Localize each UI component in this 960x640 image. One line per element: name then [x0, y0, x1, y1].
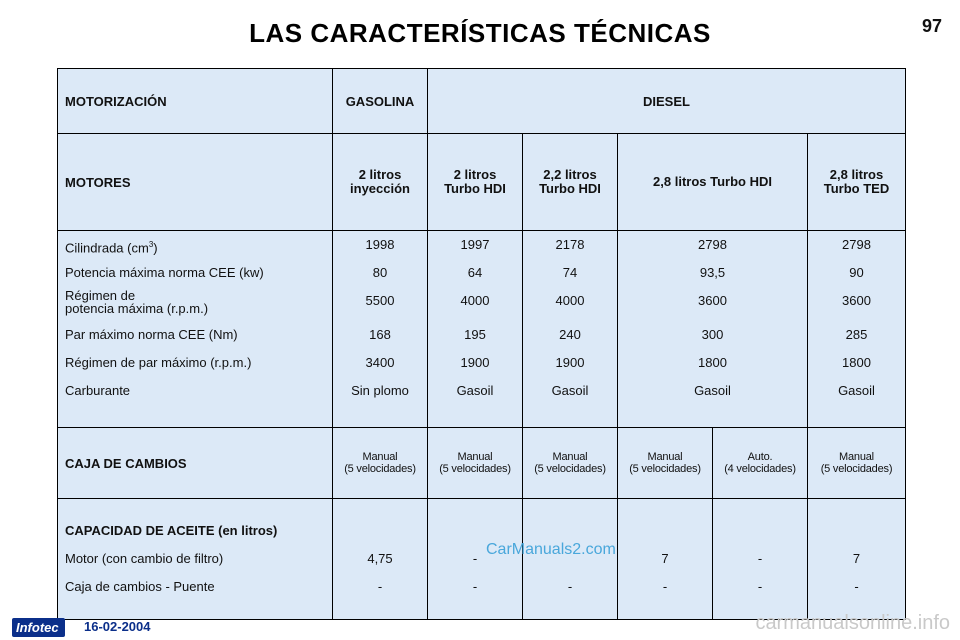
motores-row — [58, 134, 906, 231]
capacidad-aceite-row — [58, 499, 906, 620]
spec-col-1 — [428, 231, 523, 428]
gearbox-speeds: (5 velocidades) — [439, 463, 511, 475]
gearbox-cell — [713, 428, 808, 499]
par-value: 300 — [701, 327, 724, 342]
oil-caja-value: - — [757, 579, 763, 594]
regimen-par-value: 1900 — [555, 355, 585, 370]
spec-col-3 — [618, 231, 808, 428]
spec-labels-cell — [58, 231, 333, 428]
oil-col-3 — [618, 499, 713, 620]
oil-caja-value: - — [854, 579, 859, 594]
par-label: Par máximo norma CEE (Nm) — [65, 327, 238, 342]
oil-col-0 — [333, 499, 428, 620]
engine-line: 2,2 litros — [543, 167, 597, 182]
regimen-potencia-value: 4000 — [555, 293, 585, 308]
caja-puente-label: Caja de cambios - Puente — [65, 579, 215, 594]
caja-cambios-label: CAJA DE CAMBIOS — [58, 428, 333, 499]
carburante-value: Gasoil — [838, 383, 875, 398]
gearbox-speeds: (5 velocidades) — [820, 463, 893, 475]
oil-col-1 — [428, 499, 523, 620]
carmanuals-watermark: CarManuals2.com — [486, 541, 616, 558]
site-watermark: carmanualsonline.info — [755, 612, 950, 634]
cilindrada-value: 1997 — [460, 237, 490, 252]
diesel-label: DIESEL — [428, 69, 906, 134]
gearbox-type: Manual — [839, 451, 874, 463]
oil-labels-cell — [58, 499, 333, 620]
engine-line: 2,8 litros — [829, 167, 884, 182]
spec-col-0 — [333, 231, 428, 428]
spec-col-4 — [808, 231, 906, 428]
engine-line: Turbo HDI — [444, 181, 506, 196]
par-value: 168 — [369, 327, 391, 342]
engine-line: 2 litros — [358, 167, 402, 182]
oil-motor-value: 4,75 — [367, 551, 393, 566]
gearbox-cell — [523, 428, 618, 499]
oil-caja-value: - — [567, 579, 573, 594]
potencia-value: 90 — [849, 265, 864, 280]
cilindrada-sup: 3 — [148, 240, 154, 249]
engine-gasolina-2l — [333, 134, 428, 231]
par-value: 285 — [845, 327, 868, 342]
gearbox-speeds: (4 velocidades) — [724, 463, 796, 475]
oil-motor-value: 7 — [661, 551, 669, 566]
page-title: LAS CARACTERÍSTICAS TÉCNICAS — [249, 18, 711, 48]
gearbox-cell — [618, 428, 713, 499]
header-row — [58, 69, 906, 134]
engine-28l-ted — [808, 134, 906, 231]
carburante-value: Sin plomo — [351, 383, 409, 398]
capacidad-aceite-label: CAPACIDAD DE ACEITE (en litros) — [65, 523, 278, 538]
engine-line: Turbo TED — [823, 181, 890, 196]
cilindrada-value: 2798 — [842, 237, 871, 252]
oil-caja-value: - — [662, 579, 668, 594]
gearbox-speeds: (5 velocidades) — [629, 463, 701, 475]
oil-col-5 — [808, 499, 906, 620]
regimen-par-value: 1800 — [842, 355, 871, 370]
par-value: 240 — [559, 327, 581, 342]
specifications-table — [57, 68, 906, 620]
cilindrada-label — [65, 231, 332, 259]
potencia-value: 74 — [562, 265, 578, 280]
engine-22l-hdi — [523, 134, 618, 231]
cilindrada-value: 2798 — [698, 237, 727, 252]
oil-col-2 — [523, 499, 618, 620]
page-number: 97 — [921, 16, 942, 36]
engine-line: 2,8 litros Turbo HDI — [653, 174, 772, 189]
oil-caja-value: - — [377, 579, 383, 594]
gearbox-type: Manual — [647, 451, 683, 463]
potencia-value: 93,5 — [699, 265, 726, 280]
engine-28l-hdi — [618, 134, 808, 231]
motores-label: MOTORES — [58, 134, 333, 231]
carburante-value: Gasoil — [694, 383, 731, 398]
potencia-value: 80 — [372, 265, 388, 280]
footer-date: 16-02-2004 — [84, 619, 151, 634]
carburante-value: Gasoil — [456, 383, 494, 398]
oil-col-4 — [713, 499, 808, 620]
cilindrada-value: 2178 — [555, 237, 585, 252]
engine-line: inyección — [350, 181, 410, 196]
engine-2l-hdi — [428, 134, 523, 231]
regimen-potencia-value: 4000 — [460, 293, 490, 308]
oil-motor-value: - — [472, 551, 478, 566]
cilindrada-end: ) — [153, 240, 158, 256]
potencia-label: Potencia máxima norma CEE (kw) — [65, 265, 264, 280]
regimen-potencia-line2: potencia máxima (r.p.m.) — [65, 301, 209, 316]
oil-motor-value: 7 — [852, 551, 861, 566]
carburante-value: Gasoil — [551, 383, 589, 398]
regimen-par-label: Régimen de par máximo (r.p.m.) — [65, 355, 252, 370]
caja-cambios-row — [58, 428, 906, 499]
par-value: 195 — [464, 327, 486, 342]
gearbox-type: Manual — [552, 451, 588, 463]
cilindrada-text: Cilindrada (cm — [65, 240, 149, 256]
regimen-potencia-value: 3600 — [698, 293, 727, 308]
carburante-label: Carburante — [65, 383, 131, 398]
gearbox-speeds: (5 velocidades) — [534, 463, 606, 475]
gearbox-cell — [428, 428, 523, 499]
engine-line: 2 litros — [453, 167, 497, 182]
regimen-par-value: 1800 — [698, 355, 727, 370]
gasolina-label: GASOLINA — [333, 69, 428, 134]
gearbox-type: Auto. — [747, 451, 773, 463]
infotec-logo: Infotec — [12, 618, 65, 637]
motorizacion-label: MOTORIZACIÓN — [58, 69, 333, 134]
regimen-potencia-line1: Régimen de — [65, 288, 136, 303]
oil-caja-value: - — [472, 579, 478, 594]
gearbox-cell — [333, 428, 428, 499]
gearbox-type: Manual — [457, 451, 493, 463]
regimen-potencia-value: 5500 — [365, 293, 395, 308]
regimen-par-value: 3400 — [365, 355, 395, 370]
oil-motor-value: - — [757, 551, 763, 566]
specs-row — [58, 231, 906, 428]
spec-col-2 — [523, 231, 618, 428]
motor-filtro-label: Motor (con cambio de filtro) — [65, 551, 224, 566]
regimen-potencia-label — [65, 287, 332, 315]
regimen-potencia-value: 3600 — [842, 293, 871, 308]
cilindrada-value: 1998 — [365, 237, 395, 252]
regimen-par-value: 1900 — [460, 355, 490, 370]
engine-line: Turbo HDI — [539, 181, 601, 196]
potencia-value: 64 — [467, 265, 483, 280]
gearbox-speeds: (5 velocidades) — [344, 463, 416, 475]
gearbox-cell — [808, 428, 906, 499]
gearbox-type: Manual — [362, 451, 398, 463]
